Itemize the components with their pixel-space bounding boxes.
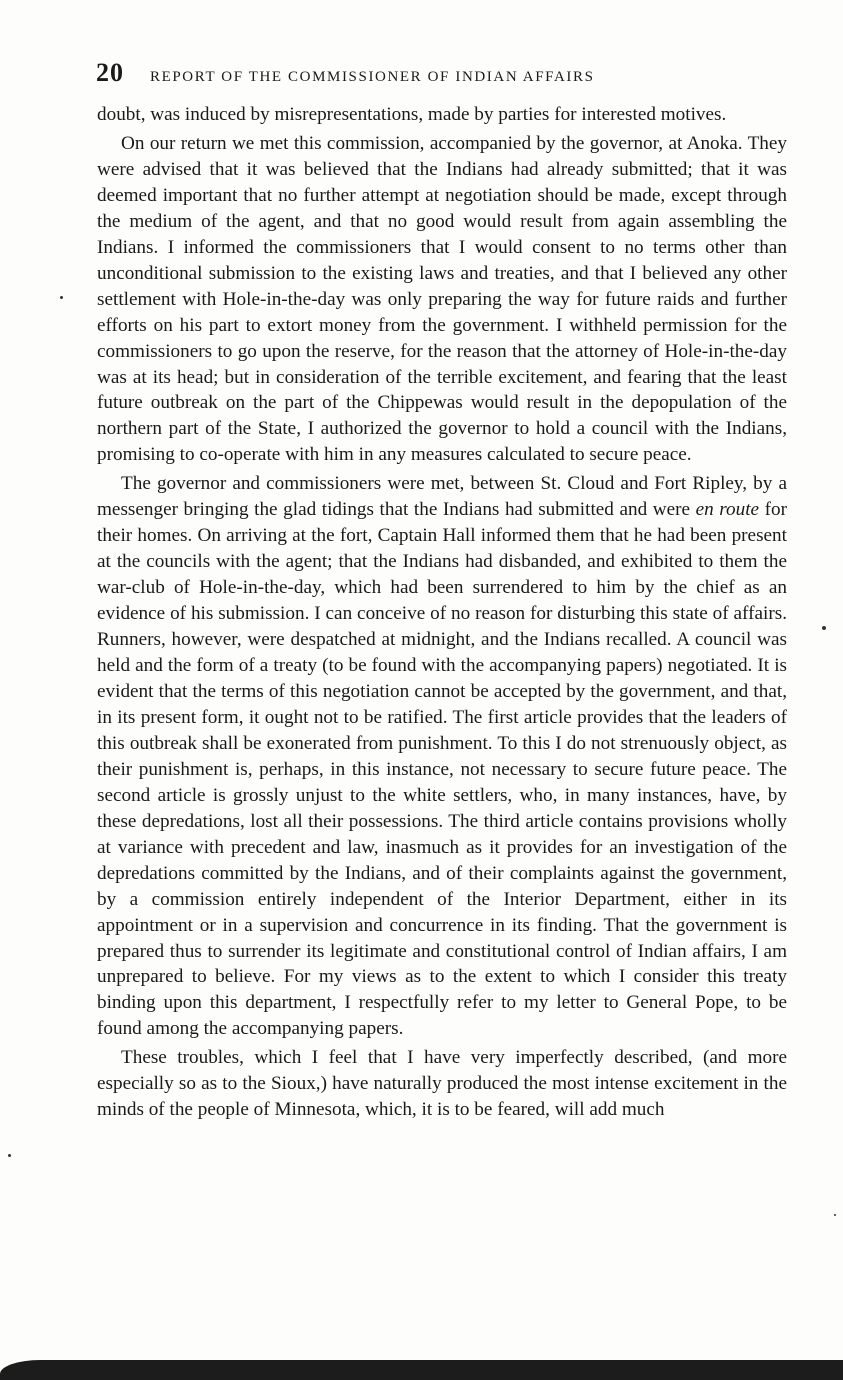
paragraph-3-part-2: for their homes. On arriving at the fort, Captain Hall informed them that he had been present at the councils with the agent; that the Indians had disbanded, and exhibited to them the war-club of Hole-in-the-day, which had been surrendered to him by the chief as an evidence of his submission. I can conceive of no reason for disturbing this state of affairs. Runners, however, were despatched at midnight, and the Indians recalled. A council was held and the form of a treaty (to be found with the accompanying papers) negotiated. It is evident that the terms of this negotiation cannot be accepted by the government, and that, in its present form, it ought not to be ratified. The first article provides that the leaders of this outbreak shall be exonerated from punishment. To this I do not strenuously object, as their punishment is, perhaps, in this instance, not necessary to secure future peace. The second article is grossly unjust to the white settlers, who, in many instances, have, by these depredations, lost all their possessions. The third article contains provisions wholly at variance with precedent and law, inasmuch as it provides for an investigation of the depredations committed by the Indians, and of their complaints against the government, by a commission entirely independent of the Interior Department, either in its appointment or in a supervision and concurrence in its finding. That the government is prepared thus to surrender its legitimate and constitutional control of Indian affairs, I am unprepared to believe. For my views as to the extent to which I consider this treaty binding upon this department, I respectfully refer to my letter to General Pope, to be found among the accompanying papers. — [97, 499, 787, 1040]
margin-speck — [8, 1154, 11, 1157]
body-text — [97, 102, 787, 1123]
en-route-italic: en route — [695, 499, 760, 521]
paragraph-1: doubt, was induced by misrepresentations, made by parties for interested motives. — [97, 104, 727, 125]
paragraph-3 — [97, 471, 787, 1042]
paragraph-2: On our return we met this commission, accompanied by the governor, at Anoka. They were advised that it was believed that the Indians had already submitted; that it was deemed important that no further attempt at negotiation should be made, except through the medium of the agent, and that no good would result from again assembling the Indians. I informed the commissioners that I would consent to no terms other than unconditional submission to the existing laws and treaties, and that I believed any other settlement with Hole-in-the-day was only preparing the way for future raids and further efforts on his part to extort money from the government. I withheld permission for the commissioners to go upon the reserve, for the reason that the attorney of Hole-in-the-day was at its head; but in consideration of the terrible excitement, and fearing that the least future outbreak on the part of the Chippewas would result in the depopulation of the northern part of the State, I authorized the governor to hold a council with the Indians, promising to co-operate with him in any measures calculated to secure peace. — [97, 132, 787, 466]
margin-speck — [822, 626, 826, 630]
paragraph-4: These troubles, which I feel that I have very imperfectly described, (and more especially so as to the Sioux,) have naturally produced the most intense excitement in the minds of the people of Minnesota, which, it is to be feared, will add much — [97, 1047, 787, 1121]
margin-speck — [834, 1214, 836, 1216]
paragraph-3-part-1: The governor and commissioners were met, between St. Cloud and Fort Ripley, by a messenger bringing the glad tidings that the Indians had submitted and were — [97, 473, 787, 521]
page-header — [96, 58, 816, 90]
page-bottom-edge — [0, 1360, 843, 1380]
margin-speck — [60, 296, 63, 299]
page-number: 20 — [96, 58, 124, 87]
running-head: REPORT OF THE COMMISSIONER OF INDIAN AFFAIRS — [150, 69, 595, 85]
